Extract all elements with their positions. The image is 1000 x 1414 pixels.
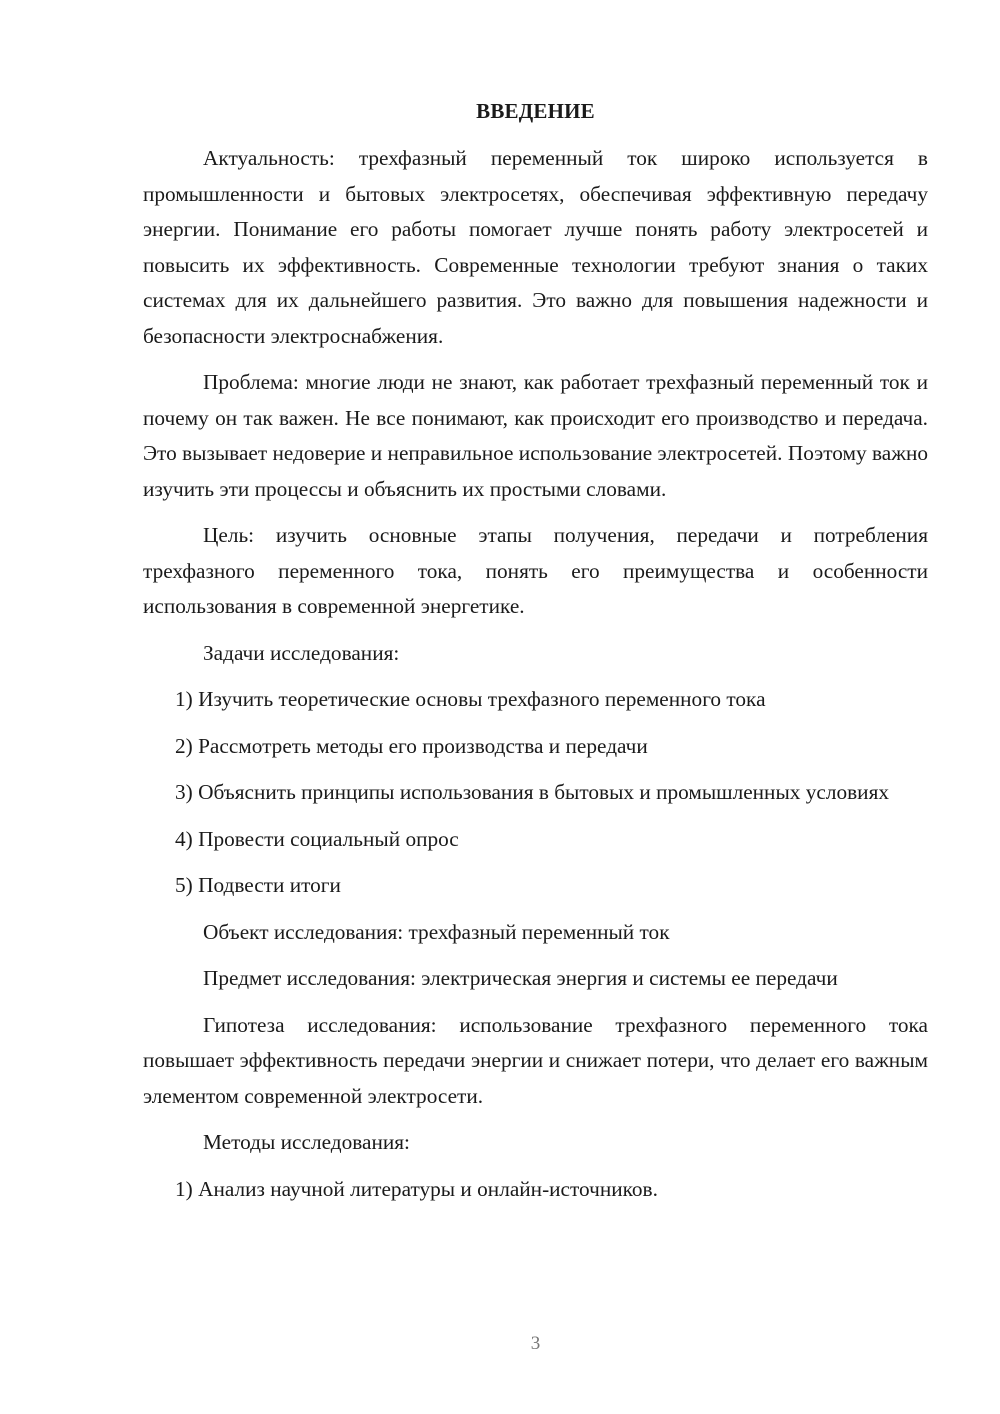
- task-item-3: 3) Объяснить принципы использования в бытовых и промышленных условиях: [175, 780, 890, 804]
- paragraph-subject: Предмет исследования: электрическая энергия и системы ее передачи: [203, 966, 838, 990]
- paragraph-goal: Цель: изучить основные этапы получения, передачи и потребления трехфазного переменного тока, понять его преимущества и особенности использования в современной энергетике.: [143, 523, 928, 618]
- tasks-heading: Задачи исследования:: [203, 640, 400, 665]
- paragraph-object: Объект исследования: трехфазный переменный ток: [203, 919, 670, 944]
- page-number: 3: [530, 1333, 541, 1354]
- task-item-1: 1) Изучить теоретические основы трехфазного переменного тока: [175, 687, 766, 711]
- paragraph-hypothesis: Гипотеза исследования: использование трехфазного переменного тока повышает эффективность передачи энергии и снижает потери, что делает его важным элементом современной электросети.: [143, 1012, 928, 1108]
- task-item-5: 5) Подвести итоги: [175, 873, 341, 897]
- document-body: [143, 141, 928, 1218]
- paragraph-problem: Проблема: многие люди не знают, как работает трехфазный переменный ток и почему он так важен. Не все понимают, как происходит его производство и передача. Это вызывает недоверие и неправильное использование электросетей. Поэтому важно изучить эти процессы и объяснить их простыми словами.: [143, 370, 928, 501]
- method-item-1: 1) Анализ научной литературы и онлайн-источников.: [175, 1176, 658, 1201]
- page-title: ВВЕДЕНИЕ: [476, 99, 595, 123]
- task-item-4: 4) Провести социальный опрос: [175, 826, 459, 851]
- methods-heading: Методы исследования:: [203, 1130, 410, 1154]
- paragraph-relevance: Актуальность: трехфазный переменный ток широко используется в промышленности и бытовых электросетях, обеспечивая эффективную передачу энергии. Понимание его работы помогает лучше понять работу электросетей и повысить их эффективность. Современные технологии требуют знания о таких системах для их дальнейшего развития. Это важно для повышения надежности и безопасности электроснабжения.: [143, 146, 928, 348]
- document-page: [143, 0, 928, 1414]
- task-item-2: 2) Рассмотреть методы его производства и передачи: [175, 733, 648, 758]
